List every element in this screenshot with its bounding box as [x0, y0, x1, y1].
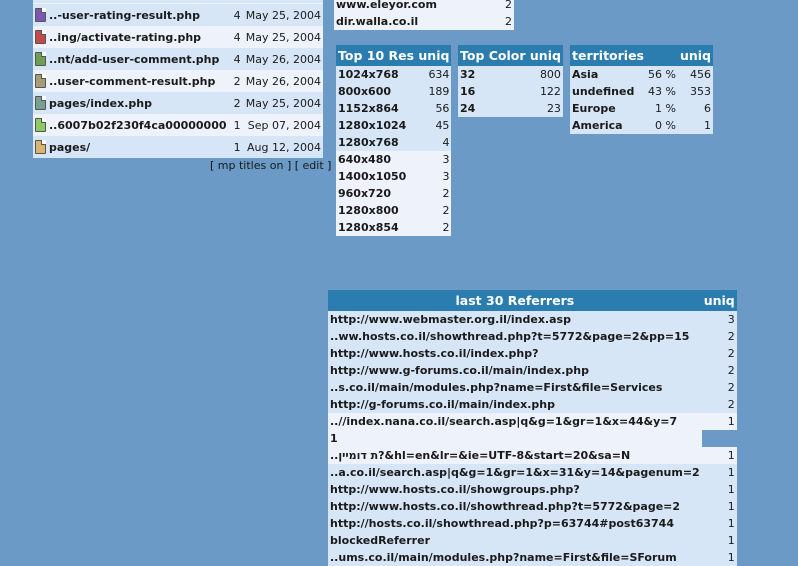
referrer-row: [328, 328, 737, 345]
file-row: [33, 48, 323, 70]
referrer-uniq: 1: [727, 551, 735, 564]
territory-uniq: 353: [689, 85, 711, 98]
referrer-row: [328, 311, 737, 328]
php-file-icon: [35, 74, 46, 88]
territory-name: America: [572, 119, 623, 132]
territories-table: [570, 45, 713, 134]
referrer-url[interactable]: ..ww.hosts.co.il/showthread.php?t=5772&page=2&pp=15: [330, 330, 690, 343]
territory-uniq: 456: [689, 68, 711, 81]
referrer-uniq: 1: [727, 534, 735, 547]
file-link[interactable]: ..user-comment-result.php: [49, 75, 216, 88]
color-uniq: 122: [539, 85, 561, 98]
file-link[interactable]: pages/: [49, 141, 91, 154]
file-link[interactable]: ..6007b02f230f4ca00000000: [49, 119, 227, 132]
referrer-uniq: 1: [727, 500, 735, 513]
resolution-uniq: 3: [442, 170, 450, 183]
php-file-icon: [35, 52, 46, 66]
territory-row: [570, 66, 713, 83]
file-row: [33, 92, 323, 114]
referrer-uniq: 3: [727, 313, 735, 326]
file-count: 1: [233, 140, 241, 154]
color-uniq: 800: [539, 68, 561, 81]
referrer-uniq: 2: [727, 364, 735, 377]
resolution-value: 640x480: [338, 153, 392, 166]
top-resolutions-table: [336, 45, 451, 236]
referrer-uniq: 1: [727, 449, 735, 462]
referrer-site-uniq: 2: [505, 15, 512, 28]
referrer-row: [328, 498, 737, 515]
file-link[interactable]: ..ing/activate-rating.php: [49, 31, 202, 44]
referrer-row: [328, 345, 737, 362]
file-date: May 25, 2004: [245, 8, 321, 22]
resolution-value: 1280x1024: [338, 119, 407, 132]
color-depth: 32: [460, 68, 476, 81]
file-date: Sep 07, 2004: [247, 118, 321, 132]
referrer-site-row: [334, 0, 514, 13]
resolution-uniq: 189: [428, 85, 450, 98]
folder-icon: [35, 140, 46, 154]
resolution-value: 1280x800: [338, 204, 399, 217]
file-date: Aug 12, 2004: [247, 140, 321, 154]
files-table: [33, 4, 323, 158]
file-row: [33, 114, 323, 136]
referrer-row: [328, 413, 737, 430]
territory-uniq: 1: [703, 119, 711, 132]
resolution-value: 1152x864: [338, 102, 399, 115]
referrer-uniq: 1: [727, 483, 735, 496]
color-depth: 24: [460, 102, 476, 115]
referrer-row: [328, 515, 737, 532]
referrer-url[interactable]: blockedReferrer: [330, 534, 430, 547]
resolution-row: [336, 83, 451, 100]
mp-titles-link[interactable]: mp titles: [217, 159, 267, 172]
referrer-row: [328, 532, 737, 549]
file-row: [33, 26, 323, 48]
referrer-url[interactable]: http://hosts.co.il/showthread.php?p=63744#post63744: [330, 517, 674, 530]
file-date: May 25, 2004: [245, 30, 321, 44]
territory-name: Europe: [572, 102, 616, 115]
referrer-uniq: 2: [727, 398, 735, 411]
territories-uniq-label: uniq: [678, 45, 713, 66]
mp-titles-on-link[interactable]: on: [269, 159, 284, 172]
resolution-uniq: 3: [442, 153, 450, 166]
files-links: [ mp titles on ] [ edit ]: [210, 159, 332, 172]
referrer-row: [328, 447, 737, 464]
top-color-table: [458, 45, 563, 117]
php-file-icon: [35, 8, 46, 22]
file-count: 2: [233, 96, 241, 110]
file-date: May 26, 2004: [245, 52, 321, 66]
referrer-row: [328, 362, 737, 379]
referrer-row: [328, 396, 737, 413]
referrer-url[interactable]: http://www.hosts.co.il/showthread.php?t=5772&page=2: [330, 500, 681, 513]
resolution-uniq: 634: [428, 68, 450, 81]
referrers-uniq-label: uniq: [702, 290, 737, 311]
color-depth: 16: [460, 85, 476, 98]
resolution-row: [336, 117, 451, 134]
file-count: 4: [233, 8, 241, 22]
referrer-site-link[interactable]: www.eleyor.com: [336, 0, 437, 11]
referrer-uniq: 2: [727, 381, 735, 394]
edit-link[interactable]: edit: [302, 159, 324, 172]
resolution-row: [336, 66, 451, 83]
resolution-uniq: 2: [442, 204, 450, 217]
resolution-uniq: 2: [442, 187, 450, 200]
referrer-url[interactable]: http://www.g-forums.co.il/main/index.php: [330, 364, 589, 377]
territory-pct: 56 %: [648, 68, 676, 81]
referrers-title: last 30 Referrers: [328, 290, 702, 311]
referrer-url[interactable]: ..//index.nana.co.il/search.asp|q&g=1&gr=1&x=44&y=7: [330, 415, 678, 428]
resolution-row: [336, 202, 451, 219]
referrer-uniq: 1: [727, 517, 735, 530]
referrer-url[interactable]: http://www.webmaster.org.il/index.asp: [330, 313, 571, 326]
resolution-row: [336, 134, 451, 151]
referrer-url[interactable]: ..ת דומיין?&hl=en&lr=&ie=UTF-8&start=20&sa=N: [330, 449, 631, 462]
top-resolutions-title: Top 10 Res uniq: [336, 45, 451, 66]
file-link[interactable]: pages/index.php: [49, 97, 152, 110]
territory-pct: 43 %: [648, 85, 676, 98]
territory-row: [570, 100, 713, 117]
referrer-site-link[interactable]: dir.walla.co.il: [336, 15, 419, 28]
color-row: [458, 66, 563, 83]
referrer-url[interactable]: http://www.hosts.co.il/index.php?: [330, 347, 539, 360]
resolution-row: [336, 151, 451, 168]
resolution-row: [336, 185, 451, 202]
resolution-uniq: 2: [442, 221, 450, 234]
resolution-row: [336, 168, 451, 185]
php-file-icon: [35, 96, 46, 110]
file-date: May 26, 2004: [245, 74, 321, 88]
referrer-row: [328, 379, 737, 396]
file-count: 4: [233, 30, 241, 44]
file-link[interactable]: ..-user-rating-result.php: [49, 9, 200, 22]
file-row: [33, 136, 323, 158]
territory-pct: 1 %: [655, 102, 676, 115]
file-count: 1: [233, 118, 241, 132]
file-row: [33, 4, 323, 26]
resolution-value: 1024x768: [338, 68, 399, 81]
referrer-url[interactable]: 1: [330, 432, 338, 445]
resolution-row: [336, 100, 451, 117]
territory-row: [570, 83, 713, 100]
territory-uniq: 6: [703, 102, 711, 115]
resolution-value: 960x720: [338, 187, 392, 200]
resolution-row: [336, 219, 451, 236]
referrer-uniq: 2: [727, 347, 735, 360]
referrer-site-uniq: 2: [505, 0, 512, 11]
referrer-url[interactable]: http://g-forums.co.il/main/index.php: [330, 398, 555, 411]
resolution-uniq: 45: [435, 119, 450, 132]
color-row: [458, 83, 563, 100]
referrer-url[interactable]: http://www.hosts.co.il/showgroups.php?: [330, 483, 580, 496]
files-panel-top-strip: [33, 0, 323, 3]
resolution-uniq: 4: [442, 136, 450, 149]
color-uniq: 23: [546, 102, 561, 115]
referrer-row: [328, 481, 737, 498]
territories-title: territories: [570, 45, 646, 66]
referrer-uniq: 1: [727, 466, 735, 479]
territory-name: undefined: [572, 85, 635, 98]
resolution-value: 800x600: [338, 85, 392, 98]
referrer-url[interactable]: ..a.co.il/search.asp|q&g=1&gr=1&x=31&y=14&pagenum=2: [330, 466, 700, 479]
file-count: 2: [233, 74, 241, 88]
referrer-url[interactable]: ..s.co.il/main/modules.php?name=First&file=Services: [330, 381, 663, 394]
referrer-uniq: 1: [727, 415, 735, 428]
territory-pct: 0 %: [655, 119, 676, 132]
resolution-value: 1280x854: [338, 221, 399, 234]
php-file-icon: [35, 30, 46, 44]
top-color-title: Top Color uniq: [458, 45, 563, 66]
resolution-value: 1280x768: [338, 136, 399, 149]
file-row: [33, 70, 323, 92]
referrer-site-row: [334, 13, 514, 30]
file-date: May 25, 2004: [245, 96, 321, 110]
referrer-sites-table: [334, 0, 514, 30]
file-link[interactable]: ..nt/add-user-comment.php: [49, 53, 220, 66]
referrers-table: [328, 290, 737, 566]
file-count: 4: [233, 52, 241, 66]
territory-row: [570, 117, 713, 134]
territory-name: Asia: [572, 68, 599, 81]
referrer-url[interactable]: ..ums.co.il/main/modules.php?name=First&file=SForum: [330, 551, 677, 564]
referrer-row: [328, 430, 737, 447]
referrer-uniq: [702, 430, 737, 447]
referrer-uniq: 2: [727, 330, 735, 343]
referrer-row: [328, 464, 737, 481]
file-icon: [35, 118, 46, 132]
resolution-uniq: 56: [435, 102, 450, 115]
resolution-value: 1400x1050: [338, 170, 407, 183]
color-row: [458, 100, 563, 117]
referrer-row: [328, 549, 737, 566]
